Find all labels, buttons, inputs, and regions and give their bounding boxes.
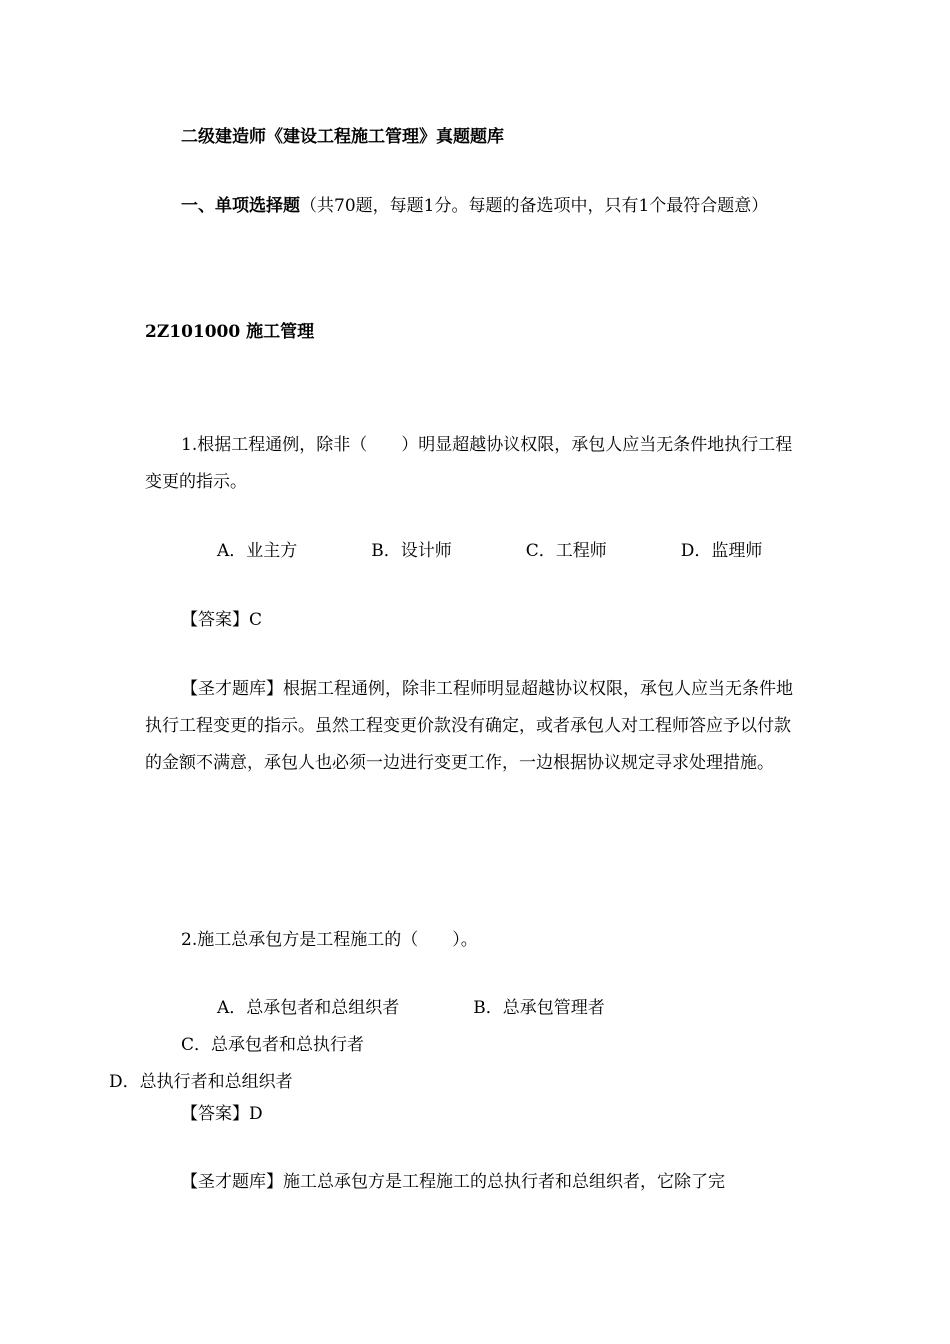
question-2-option-c: C．总承包者和总执行者: [181, 1035, 365, 1055]
question-1-option-c: C．工程师: [525, 541, 607, 561]
explanation-text: 施工总承包方是工程施工的总执行者和总组织者，它除了完: [283, 1172, 725, 1192]
question-1-options: [145, 533, 807, 570]
question-1-option-d: D．监理师: [680, 541, 763, 561]
question-1-option-a: A．业主方: [217, 541, 298, 561]
question-1-stem: 1.根据工程通例，除非（ ）明显超越协议权限，承包人应当无条件地执行工程变更的指示。: [145, 435, 793, 492]
question-1-explanation: [145, 671, 807, 782]
section-heading: [145, 188, 807, 225]
answer-label: 【答案】: [181, 1104, 249, 1124]
section-heading-label: 一、单项选择题: [181, 196, 300, 216]
question-1-option-b: B．设计师: [371, 541, 452, 561]
question-1-answer: [145, 602, 807, 639]
question-2-stem: 2.施工总承包方是工程施工的（ ）。: [181, 930, 478, 950]
question-2-option-d: D．总执行者和总组织者: [109, 1072, 293, 1092]
section-heading-note: （共70题，每题1分。每题的备选项中，只有1个最符合题意）: [300, 196, 769, 216]
document-title: 二级建造师《建设工程施工管理》真题题库: [181, 127, 504, 147]
explanation-text: 根据工程通例，除非工程师明显超越协议权限，承包人应当无条件地执行工程变更的指示。虽然工程变更价款没有确定，或者承包人对工程师答应予以付款的金额不满意，承包人也必须一边进行变更工作，一边根据协议规定寻求处理措施。: [145, 679, 793, 773]
chapter-heading: 2Z101000 施工管理: [145, 322, 315, 342]
question-2-answer: [145, 1096, 807, 1133]
question-2-options: [109, 990, 807, 1101]
question-2-option-b: B．总承包管理者: [473, 998, 605, 1018]
answer-value: D: [249, 1104, 263, 1124]
answer-label: 【答案】: [181, 610, 249, 630]
question-2-option-a: A．总承包者和总组织者: [217, 998, 400, 1018]
explanation-label: 【圣才题库】: [181, 1172, 283, 1192]
explanation-label: 【圣才题库】: [181, 679, 283, 699]
question-2-explanation: [145, 1164, 807, 1201]
answer-value: C: [249, 610, 263, 630]
